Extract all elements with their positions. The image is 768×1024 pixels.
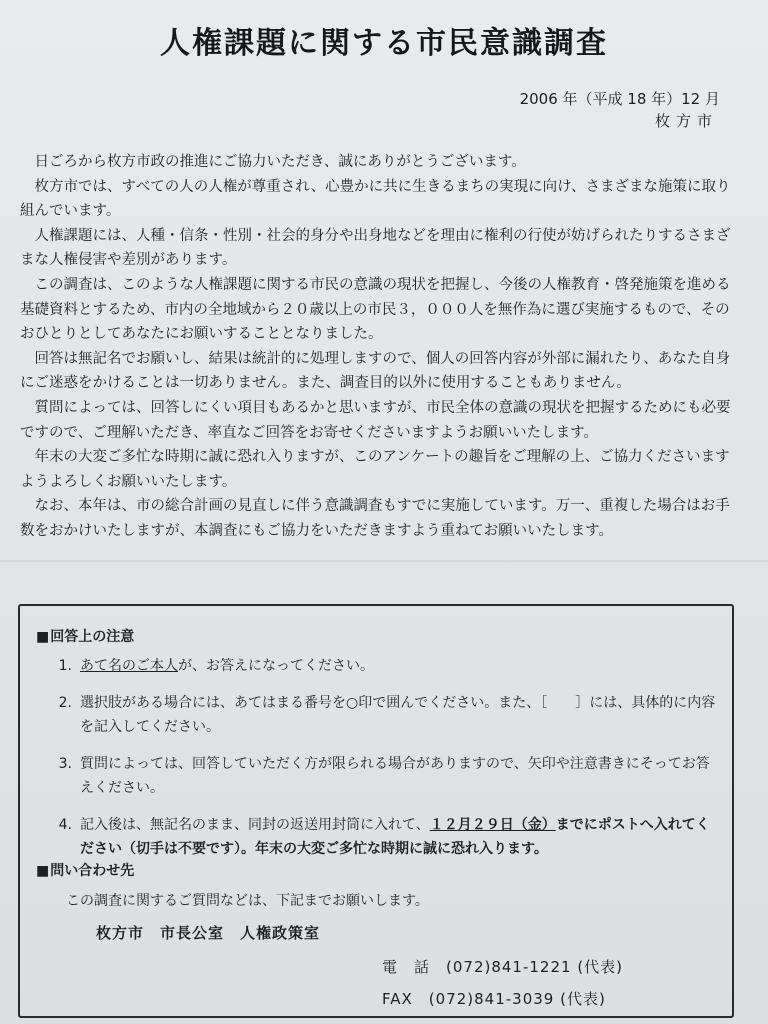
note-text xyxy=(80,654,720,678)
note-text-tail: が、お答えになってください。 xyxy=(178,658,374,674)
note-text: 選択肢がある場合には、あてはまる番号を○印で囲んでください。また、［ ］には、具体的に内容を記入してください。 xyxy=(80,695,716,735)
issue-date: 2006 年（平成 18 年）12 月 xyxy=(519,90,720,108)
body-paragraph: 年末の大変ご多忙な時期に誠に恐れ入りますが、このアンケートの趣旨をご理解の上、ご協力くださいますようよろしくお願いいたします。 xyxy=(20,449,730,490)
body-paragraph: なお、本年は、市の総合計画の見直しに伴う意識調査もすでに実施しています。万一、重複した場合はお手数をおかけいたしますが、本調査にもご協力をいただきますよう重ねてお願いいたします。 xyxy=(20,498,730,539)
note-item xyxy=(40,654,720,678)
notes-list xyxy=(40,654,720,874)
note-item xyxy=(40,813,720,861)
note-text: 質問によっては、回答していただく方が限られる場合がありますので、矢印や注意書きにそってお答えください。 xyxy=(80,756,710,796)
note-text xyxy=(80,813,720,861)
body-paragraph: 日ごろから枚方市政の推進にご協力いただき、誠にありがとうございます。 xyxy=(34,154,526,170)
note-number: 1. xyxy=(58,658,72,674)
note-number: 2. xyxy=(58,695,72,711)
note-item xyxy=(40,691,720,739)
body-paragraph: 質問によっては、回答しにくい項目もあるかと思いますが、市民全体の意識の現状を把握するためにも必要ですので、ご理解いただき、率直なご回答をお寄せくださいますようお願いいたします。 xyxy=(20,399,731,441)
notes-heading: ■ 回答上の注意 xyxy=(36,626,134,646)
body-paragraph: この調査は、このような人権課題に関する市民の意識の現状を把握し、今後の人権教育・啓発施策を進める基礎資料とするため、市内の全地域から２０歳以上の市民３，０００人を無作為に選び実施するもので、そのおひとりとしてあなたにお願いすることとなりました。 xyxy=(20,276,731,343)
contact-heading: ■ 問い合わせ先 xyxy=(36,860,134,880)
note-text-head: 記入後は、無記名のまま、同封の返送用封筒に入れて、 xyxy=(80,817,430,833)
body-paragraph: 回答は無記名でお願いし、結果は統計的に処理しますので、個人の回答内容が外部に漏れたり、あなた自身にご迷惑をかけることは一切ありません。また、調査目的以外に使用することもありません。 xyxy=(20,350,731,392)
note-number: 3. xyxy=(58,756,72,772)
contact-intro: この調査に関するご質問などは、下記までお願いします。 xyxy=(66,893,429,909)
paper-fold-line xyxy=(0,560,768,562)
contact-phone: 電 話 (072)841-1221 (代表) xyxy=(382,958,624,976)
contact-fax: FAX (072)841-3039 (代表) xyxy=(382,990,606,1008)
note-number: 4. xyxy=(58,817,72,833)
note-item xyxy=(40,752,720,800)
note-underlined-text: あて名のご本人 xyxy=(80,658,178,674)
issuer-name: 枚方市 xyxy=(654,112,718,130)
note-text-tail: までにポストへ入れてください（切手は不要です）。年末の大変ご多忙な時期に誠に恐れ入ります。 xyxy=(80,817,710,857)
body-paragraph: 人権課題には、人種・信条・性別・社会的身分や出身地などを理由に権利の行使が妨げられたりするさまざまな人権侵害や差別があります。 xyxy=(20,227,731,269)
answer-notes-box xyxy=(18,604,734,1018)
return-deadline: １２月２９日（金） xyxy=(429,817,556,833)
letter-body xyxy=(20,150,742,544)
contact-office: 枚方市 市長公室 人権政策室 xyxy=(96,924,321,942)
page-title: 人権課題に関する市民意識調査 xyxy=(160,26,608,61)
body-paragraph: 枚方市では、すべての人の人権が尊重され、心豊かに共に生きるまちの実現に向け、さまざまな施策に取り組んでいます。 xyxy=(20,178,731,220)
